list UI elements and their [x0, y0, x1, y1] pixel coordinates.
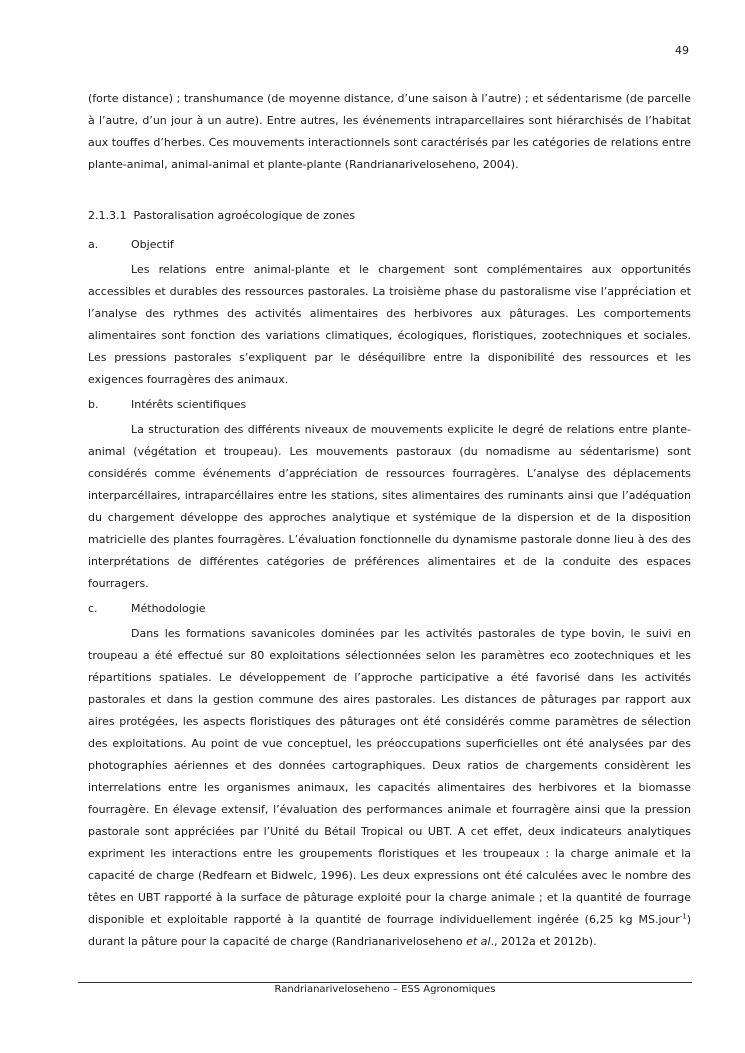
methodologie-text: Dans les formations savanicoles dominées par les activités pastorales de type bovin, le suivi en troupeau a été effectué sur 80 exploitations sélectionnées selon les paramètres eco zootechniques et les répartitions spatiales. Le développement de l’approche participative a été favorisé dans les activités pastorales et dans la gestion commune des aires pastorales. Les distances de pâturages par rapport aux aires protégées, les aspects floristiques des pâturages ont été considérés comme paramètres de sélection des exploitations. Au point de vue conceptuel, les préoccupations superficielles ont été analysées par des photographies aériennes et des données cartographiques. Deux ratios de chargements considèrent les interrelations entre les organismes animaux, les capacités alimentaires des herbivores et la biomasse fourragère. En élevage extensif, l’évaluation des performances animale et fourragère ainsi que la pression pastorale sont appréciées par l’Unité du Bétail Tropical ou UBT. A cet effet, deux indicateurs analytiques expriment les interactions entre les groupements floristiques et les troupeaux : la charge animale et la capacité de charge (Redfearn et Bidwelc, 1996). Les deux expressions ont été calculées avec le nombre des têtes en UBT rapporté à la surface de pâturage exploité pour la charge animale ; et la quantité de fourrage disponible et exploitable rapporté à la quantité de fourrage individuellement ingérée (6,25 kg MS.jour: [88, 627, 691, 926]
subsection-heading-methodologie: [88, 598, 691, 620]
subsection-title: Intérêts scientifiques: [131, 398, 247, 411]
subsection-letter: a.: [88, 238, 99, 251]
paragraph-interets: La structuration des différents niveaux de mouvements explicite le degré de relations entre plante-animal (végétation et troupeau). Les mouvements pastoraux (du nomadisme au sédentarisme) sont considérés comme événements d’appréciation de ressources fourragères. L’analyse des déplacements interparcéllaires, intraparcéllaires entre les stations, sites alimentaires des ruminants ainsi que l’adéquation du chargement développe des approches analytique et systémique de la dispersion et de la disposition matricielle des plantes fourragères. L’évaluation fonctionnelle du dynamisme pastorale donne lieu à des des interprétations de différentes catégories de préférences alimentaires et de la conduite des espaces fourragers.: [88, 423, 691, 590]
paragraph-intro: (forte distance) ; transhumance (de moyenne distance, d’une saison à l’autre) ; et sédentarisme (de parcelle à l’autre, d’un jour à un autre). Entre autres, les événements intraparcellaires sont hiérarchisés de l’habitat aux touffes d’herbes. Ces mouvements interactionnels sont caractérisés par les catégories de relations entre plante-animal, animal-animal et plante-plante (Randrianariveloseheno, 2004).: [88, 92, 691, 171]
subsection-heading-objectif: [88, 234, 691, 256]
section-heading: [88, 205, 691, 227]
superscript-exponent: -1: [679, 912, 687, 921]
subsection-heading-interets: [88, 394, 691, 416]
paragraph-methodologie: [88, 623, 691, 953]
footer-divider: [78, 982, 692, 983]
methodologie-text-continued: ) durant la pâture pour la capacité de charge (Randrianariveloseheno: [88, 913, 691, 948]
page-body: [88, 88, 691, 953]
section-title: Pastoralisation agroécologique de zones: [133, 209, 356, 222]
paragraph-objectif: Les relations entre animal-plante et le chargement sont complémentaires aux opportunités accessibles et durables des ressources pastorales. La troisième phase du pastoralisme vise l’appréciation et l’analyse des rythmes des activités alimentaires des herbivores aux pâturages. Les comportements alimentaires sont fonction des variations climatiques, écologiques, floristiques, zootechniques et sociales. Les pressions pastorales s’expliquent par le déséquilibre entre la disponibilité des ressources et les exigences fourragères des animaux.: [88, 263, 691, 386]
subsection-title: Méthodologie: [131, 602, 206, 615]
section-number: 2.1.3.1: [88, 209, 127, 222]
subsection-title: Objectif: [131, 238, 174, 251]
subsection-letter: b.: [88, 398, 99, 411]
page-number: 49: [675, 44, 689, 57]
footer-text: Randrianariveloseheno – ESS Agronomiques: [274, 984, 496, 995]
et-al-italic: et al: [466, 935, 491, 948]
methodologie-text-end: ., 2012a et 2012b).: [490, 935, 597, 948]
subsection-letter: c.: [88, 602, 98, 615]
